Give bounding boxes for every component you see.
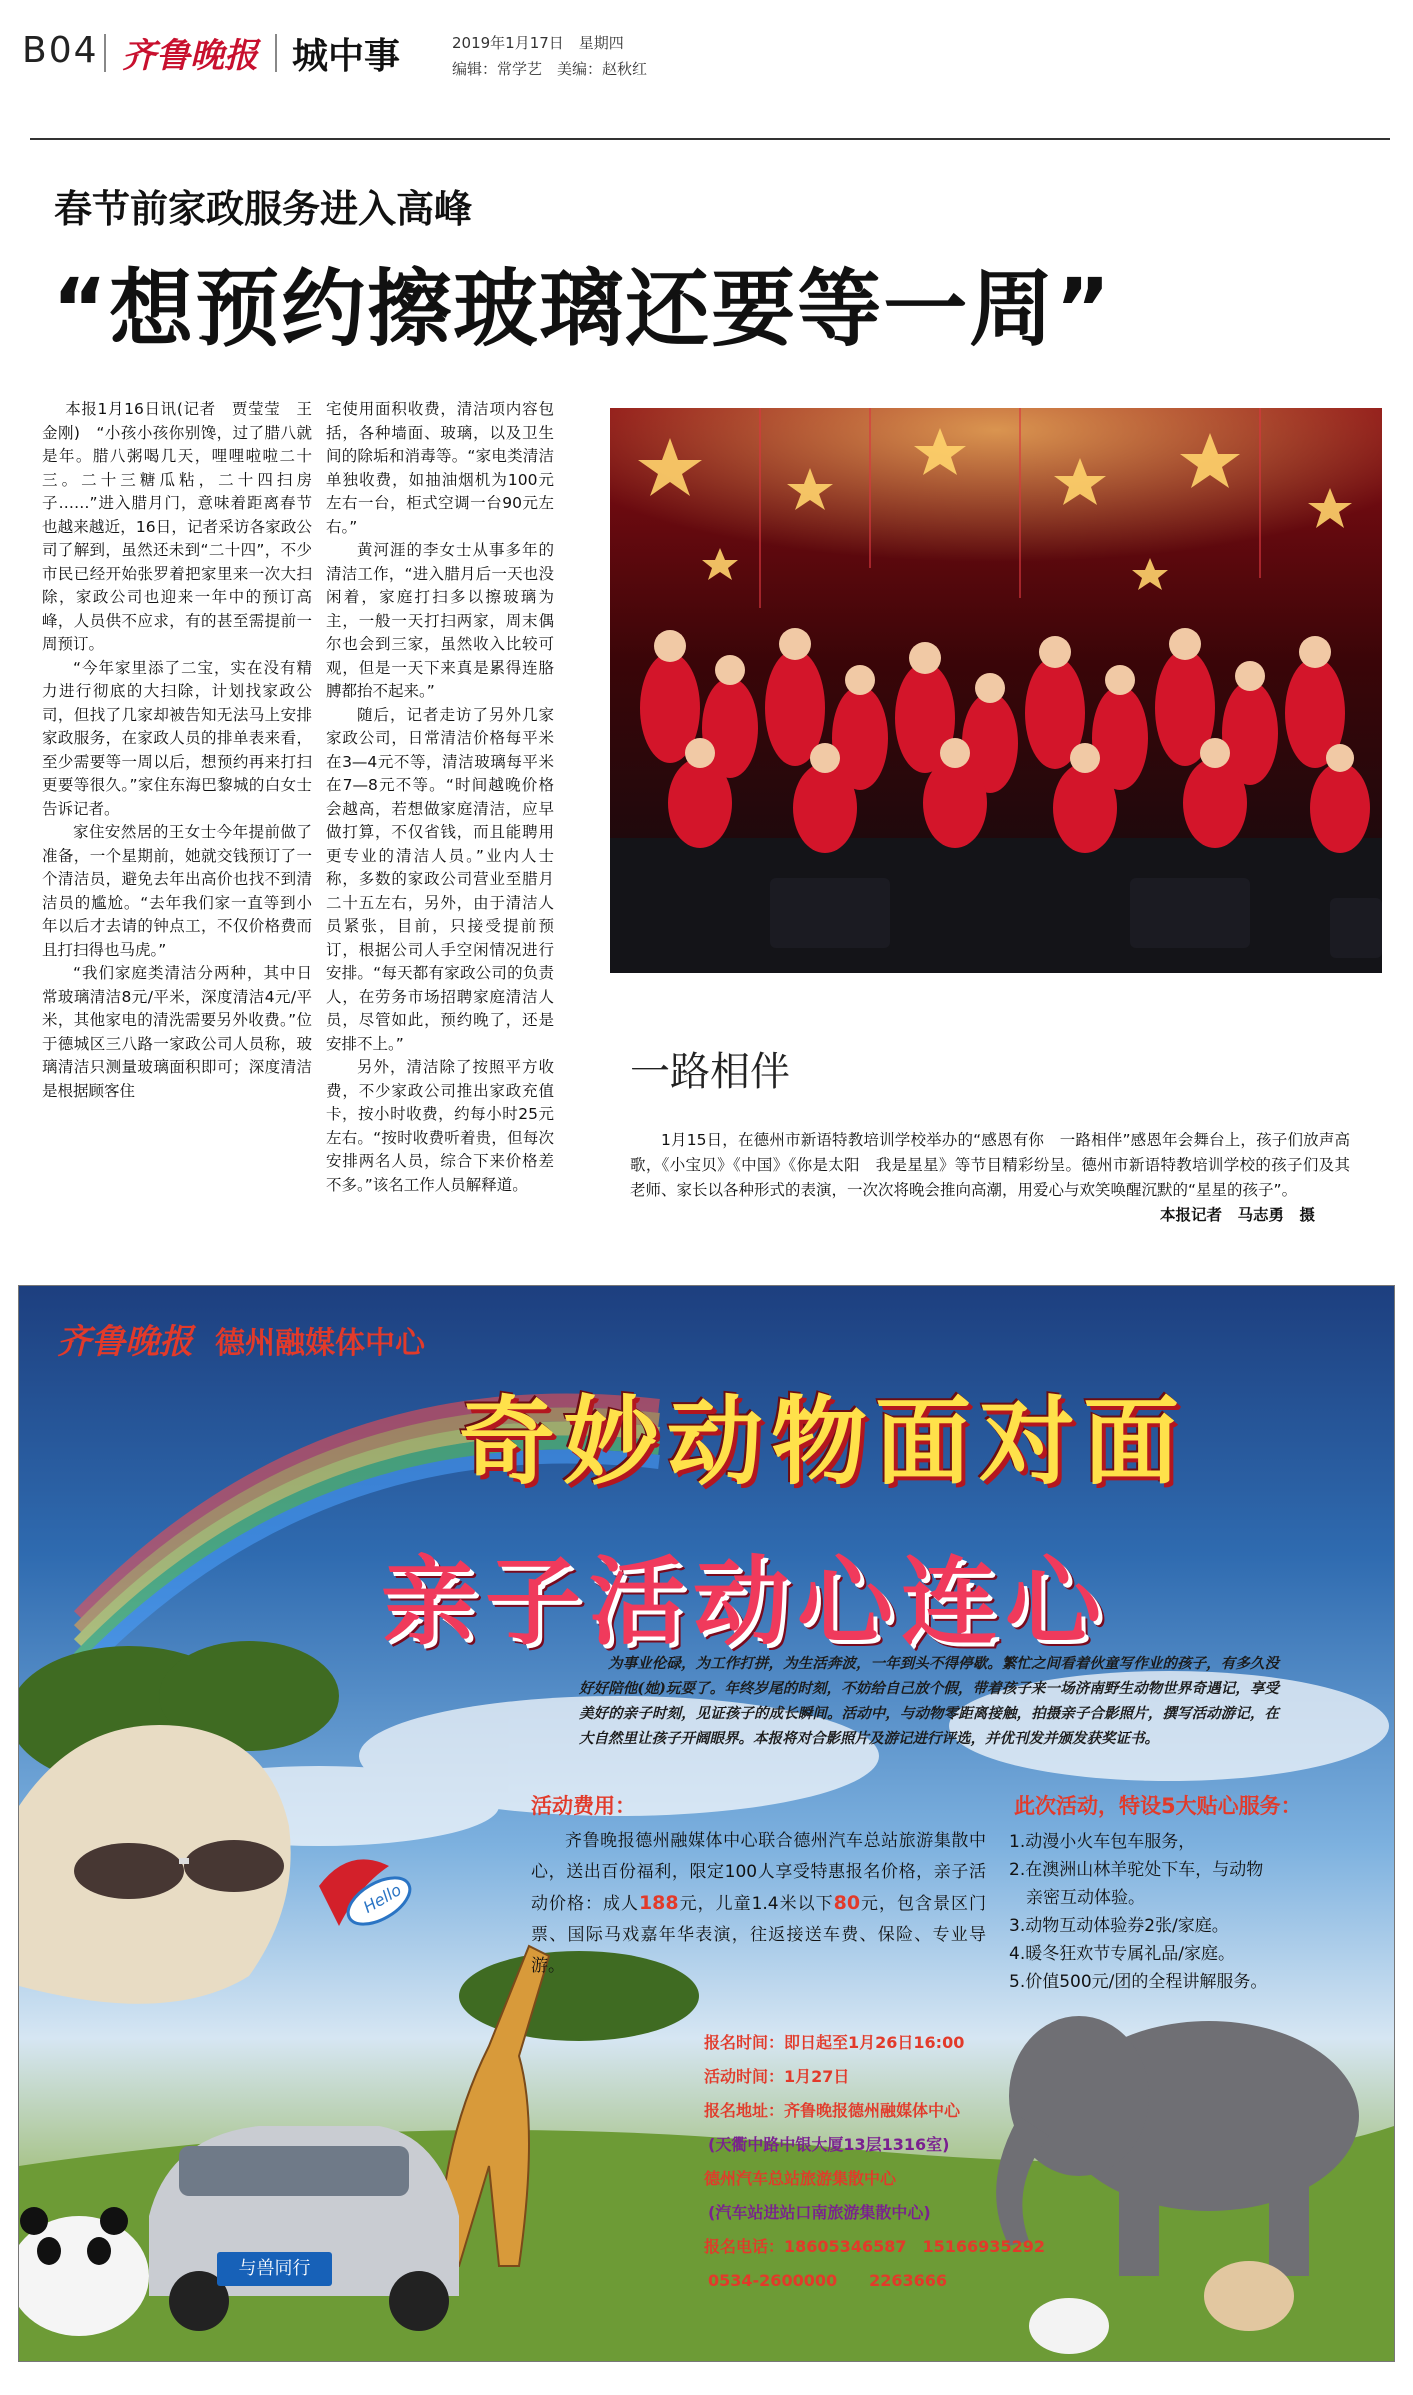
child-price: 80 xyxy=(833,1892,861,1914)
article-headline: “想预约擦玻璃还要等一周” xyxy=(52,260,1113,358)
paragraph: “今年家里添了二宝，实在没有精力进行彻底的大扫除，计划找家政公司，但找了几家却被告知无法马上安排家政服务，在家政人员的排单表来看，至少需要等一周以后，想预约再来打扫更要等很久。”家住东海巴黎城的白女士告诉记者。 xyxy=(42,658,312,818)
service-item: 5.价值500元/团的全程讲解服务。 xyxy=(1009,1972,1268,1992)
ad-organizer: 德州融媒体中心 xyxy=(215,1326,425,1361)
fee-text: 元，儿童1.4米以下 xyxy=(678,1894,834,1914)
phone-number: 15166935292 xyxy=(922,2237,1045,2256)
service-item: 2.在澳洲山林羊驼处下车，与动物 xyxy=(1009,1860,1264,1880)
ad-title-line-1: 奇妙动物面对面 xyxy=(459,1385,1187,1498)
paragraph: 本报1月16日讯(记者 贾莹莹 王金刚) “小孩小孩你别馋，过了腊八就是年。腊八粥喝几天，哩哩啦啦二十三。二十三糖瓜粘，二十四扫房子……”进入腊月门，意味着距离春节也越来越近，16日，记者采访各家政公司了解到，虽然还未到“二十四”，不少市民已经开始张罗着把家里来一次大扫除，家政公司也迎来一年中的预订高峰，人员供不应求，有的甚至需提前一周预订。 xyxy=(42,400,312,653)
signup-address-2: 德州汽车总站旅游集散中心 xyxy=(704,2169,897,2188)
divider xyxy=(104,34,106,72)
signup-address: 报名地址：齐鲁晚报德州融媒体中心 xyxy=(704,2101,961,2120)
masthead-meta xyxy=(452,30,647,82)
stage-photo-illustration xyxy=(610,408,1382,973)
event-advertisement xyxy=(18,1285,1395,2362)
service-item: 亲密互动体验。 xyxy=(1009,1888,1145,1908)
services-title: 此次活动，特设5大贴心服务： xyxy=(1014,1794,1302,1818)
ad-logo: 齐鲁晚报 xyxy=(57,1322,193,1362)
paragraph: 宅使用面积收费，清洁项内容包括，各种墙面、玻璃，以及卫生间的除垢和消毒等。“家电类清洁单独收费，如抽油烟机为100元左右一台，柜式空调一台90元左右。” xyxy=(326,400,554,536)
phone-number: 2263666 xyxy=(869,2271,948,2290)
fee-text: 齐鲁晚报德州融媒体中心联合德州汽车总站旅游集散中心，送出百份福利，限定100人享受特惠报名价格，亲子活动价格：成人 xyxy=(531,1831,986,1914)
signup-info xyxy=(704,2026,1045,2298)
phone-number: 0534-2600000 xyxy=(708,2271,838,2290)
phone-line-2 xyxy=(704,2264,1045,2298)
fee-title: 活动费用： xyxy=(531,1794,636,1818)
ad-title-line-2: 亲子活动心连心 xyxy=(381,1545,1109,1658)
photo-title: 一路相伴 xyxy=(630,1049,790,1095)
signup-time: 报名时间：即日起至1月26日16:00 xyxy=(704,2033,965,2052)
photo-credit: 本报记者 马志勇 摄 xyxy=(1160,1206,1316,1224)
section-title: 城中事 xyxy=(292,36,401,77)
service-item: 4.暖冬狂欢节专属礼品/家庭。 xyxy=(1009,1944,1235,1964)
alpaca-shape xyxy=(19,1725,291,2004)
phone-label: 报名电话： xyxy=(704,2237,785,2256)
paragraph: 黄河涯的李女士从事多年的清洁工作，“进入腊月后一天也没闲着，家庭打扫多以擦玻璃为主，一般一天打扫两家，周末偶尔也会到三家，虽然收入比较可观，但是一天下来真是累得连胳膊都抬不起来。” xyxy=(326,541,554,700)
signup-address-detail: (天衢中路中银大厦13层1316室) xyxy=(708,2135,950,2154)
date-line: 2019年1月17日 星期四 xyxy=(452,34,624,52)
fee-text: 元，包含景区门票、国际马戏嘉年华表演，往返接送车费、保险、专业导游。 xyxy=(531,1894,986,1976)
article-column-2 xyxy=(326,398,554,1258)
photo-caption: 1月15日，在德州市新语特教培训学校举办的“感恩有你 一路相伴”感恩年会舞台上，孩子们放声高歌，《小宝贝》《中国》《你是太阳 我是星星》等节目精彩纷呈。德州市新语特教培训学校的孩子们及其老师、家长以各种形式的表演，一次次将晚会推向高潮，用爱心与欢笑唤醒沉默的“星星的孩子”。 xyxy=(630,1131,1350,1199)
divider xyxy=(275,34,277,72)
paragraph: 另外，清洁除了按照平方收费，不少家政公司推出家政充值卡，按小时收费，约每小时25元左右。“按时收费听着贵，但每次安排两名人员，综合下来价格差不多。”该名工作人员解释道。 xyxy=(326,1058,554,1194)
stage-photo xyxy=(610,408,1382,973)
article-column-1 xyxy=(42,398,312,1258)
editor-line: 编辑：常学艺 美编：赵秋红 xyxy=(452,60,648,78)
page-number: B04 xyxy=(22,30,99,71)
paper-logo: 齐鲁晚报 xyxy=(122,36,258,76)
ad-intro: 为事业伦碌，为工作打拼，为生活奔波，一年到头不得停歇。繁忙之间看着伙童写作业的孩子，有多久没好好陪他(她)玩耍了。年终岁尾的时刻，不妨给自己放个假，带着孩子来一场济南野生动物世界奇遇记，享受美好的亲子时刻，见证孩子的成长瞬间。活动中，与动物零距离接触，拍摄亲子合影照片，撰写活动游记，在大自然里让孩子开阔眼界。本报将对合影照片及游记进行评选，并优刊发并颁发获奖证书。 xyxy=(579,1655,1279,1747)
service-item: 3.动物互动体验券2张/家庭。 xyxy=(1009,1916,1229,1936)
header-rule xyxy=(30,138,1390,140)
phone-line xyxy=(704,2230,1045,2264)
fee-description xyxy=(531,1826,986,1982)
car-plate-tag: 与兽同行 xyxy=(217,2252,332,2286)
paragraph: “我们家庭类清洁分两种，其中日常玻璃清洁8元/平米，深度清洁4元/平米，其他家电的清洗需要另外收费。”位于德城区三八路一家政公司人员称，玻璃清洁只测量玻璃面积即可；深度清洁是根据顾客住 xyxy=(42,964,312,1100)
hello-sign: Hello xyxy=(359,1880,405,1917)
service-item: 1.动漫小火车包车服务， xyxy=(1009,1832,1196,1852)
event-time: 活动时间：1月27日 xyxy=(704,2067,850,2086)
article-kicker: 春节前家政服务进入高峰 xyxy=(54,187,473,231)
adult-price: 188 xyxy=(638,1892,679,1914)
paragraph: 家住安然居的王女士今年提前做了准备，一个星期前，她就交钱预订了一个清洁员，避免去年出高价也找不到清洁员的尴尬。“去年我们家一直等到小年以后才去请的钟点工，不仅价格费而且打扫得也马虎。” xyxy=(42,823,312,959)
services-list xyxy=(1009,1828,1339,1996)
signup-address-2-detail: (汽车站进站口南旅游集散中心) xyxy=(708,2203,931,2222)
phone-number: 18605346587 xyxy=(784,2237,907,2256)
paragraph: 随后，记者走访了另外几家家政公司，日常清洁价格每平米在3—4元不等，清洁玻璃每平米在7—8元不等。“时间越晚价格会越高，若想做家庭清洁，应早做打算，不仅省钱，而且能聘用更专业的清洁人员。”业内人士称，多数的家政公司营业至腊月二十五左右，另外，由于清洁人员紧张，目前，只接受提前预订，根据公司人手空闲情况进行安排。“每天都有家政公司的负责人，在劳务市场招聘家庭清洁人员，尽管如此，预约晚了，还是安排不上。” xyxy=(326,705,554,1053)
